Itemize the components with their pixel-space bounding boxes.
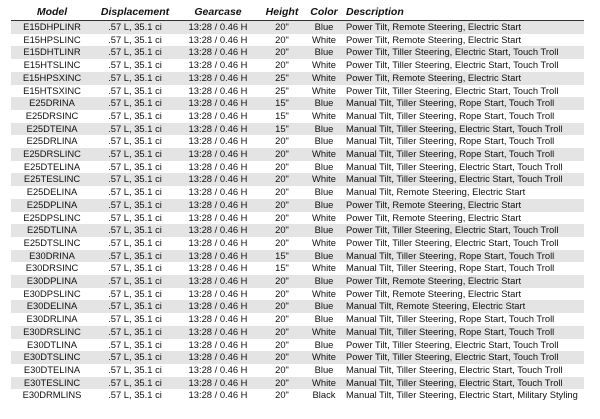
- cell-color: White: [305, 34, 343, 47]
- cell-color: Blue: [305, 161, 343, 174]
- cell-displacement: .57 L, 35.1 ci: [93, 46, 177, 59]
- cell-description: Power Tilt, Remote Steering, Electric Start: [343, 72, 584, 85]
- table-row: [11, 97, 584, 110]
- table-row: [11, 123, 584, 136]
- header-displacement: Displacement: [93, 4, 177, 21]
- header-color: Color: [305, 4, 343, 21]
- cell-displacement: .57 L, 35.1 ci: [93, 161, 177, 174]
- cell-model: E15DHTLINR: [11, 46, 93, 59]
- cell-displacement: .57 L, 35.1 ci: [93, 377, 177, 390]
- header-model: Model: [11, 4, 93, 21]
- cell-height: 20": [259, 237, 305, 250]
- cell-gearcase: 13:28 / 0.46 H: [177, 110, 259, 123]
- cell-model: E30DTSLINC: [11, 351, 93, 364]
- cell-displacement: .57 L, 35.1 ci: [93, 212, 177, 225]
- table-row: [11, 85, 584, 98]
- cell-model: E25DPLINA: [11, 199, 93, 212]
- table-row: [11, 288, 584, 301]
- cell-model: E25DRSLINC: [11, 148, 93, 161]
- cell-displacement: .57 L, 35.1 ci: [93, 135, 177, 148]
- cell-description: Manual Tilt, Tiller Steering, Rope Start, Touch Troll: [343, 313, 584, 326]
- cell-model: E15HTSXINC: [11, 85, 93, 98]
- cell-gearcase: 13:28 / 0.46 H: [177, 59, 259, 72]
- cell-description: Manual Tilt, Tiller Steering, Rope Start, Touch Troll: [343, 110, 584, 123]
- cell-color: Blue: [305, 275, 343, 288]
- table-row: [11, 46, 584, 59]
- cell-height: 20": [259, 135, 305, 148]
- table-row: [11, 224, 584, 237]
- cell-gearcase: 13:28 / 0.46 H: [177, 389, 259, 402]
- cell-description: Power Tilt, Remote Steering, Electric Start: [343, 275, 584, 288]
- table-row: [11, 21, 584, 34]
- cell-displacement: .57 L, 35.1 ci: [93, 59, 177, 72]
- cell-color: Blue: [305, 199, 343, 212]
- cell-displacement: .57 L, 35.1 ci: [93, 21, 177, 34]
- cell-color: White: [305, 148, 343, 161]
- cell-model: E25DTSLINC: [11, 237, 93, 250]
- cell-displacement: .57 L, 35.1 ci: [93, 389, 177, 402]
- cell-color: Black: [305, 389, 343, 402]
- cell-color: White: [305, 326, 343, 339]
- cell-color: Blue: [305, 123, 343, 136]
- cell-height: 25": [259, 85, 305, 98]
- cell-color: Blue: [305, 339, 343, 352]
- cell-height: 15": [259, 123, 305, 136]
- cell-displacement: .57 L, 35.1 ci: [93, 224, 177, 237]
- cell-displacement: .57 L, 35.1 ci: [93, 173, 177, 186]
- cell-displacement: .57 L, 35.1 ci: [93, 364, 177, 377]
- cell-gearcase: 13:28 / 0.46 H: [177, 21, 259, 34]
- cell-description: Manual Tilt, Tiller Steering, Electric Start, Touch Troll: [343, 377, 584, 390]
- cell-model: E25DTELINA: [11, 161, 93, 174]
- cell-gearcase: 13:28 / 0.46 H: [177, 364, 259, 377]
- cell-gearcase: 13:28 / 0.46 H: [177, 148, 259, 161]
- cell-description: Manual Tilt, Tiller Steering, Rope Start, Touch Troll: [343, 326, 584, 339]
- cell-color: Blue: [305, 250, 343, 263]
- table-row: [11, 212, 584, 225]
- cell-description: Manual Tilt, Tiller Steering, Rope Start, Touch Troll: [343, 148, 584, 161]
- cell-model: E15HTSLINC: [11, 59, 93, 72]
- cell-displacement: .57 L, 35.1 ci: [93, 110, 177, 123]
- cell-model: E15HPSLINC: [11, 34, 93, 47]
- cell-description: Power Tilt, Remote Steering, Electric Start: [343, 212, 584, 225]
- cell-gearcase: 13:28 / 0.46 H: [177, 46, 259, 59]
- cell-model: E30DPLINA: [11, 275, 93, 288]
- cell-description: Manual Tilt, Remote Steering, Electric Start: [343, 300, 584, 313]
- cell-model: E30DRSLINC: [11, 326, 93, 339]
- table-row: [11, 351, 584, 364]
- header-description: Description: [343, 4, 584, 21]
- spec-table: [11, 4, 584, 402]
- cell-color: White: [305, 288, 343, 301]
- cell-description: Power Tilt, Tiller Steering, Electric Start, Touch Troll: [343, 339, 584, 352]
- table-row: [11, 72, 584, 85]
- cell-description: Manual Tilt, Tiller Steering, Electric Start, Touch Troll: [343, 364, 584, 377]
- cell-height: 20": [259, 288, 305, 301]
- cell-description: Power Tilt, Tiller Steering, Electric Start, Touch Troll: [343, 59, 584, 72]
- cell-height: 20": [259, 46, 305, 59]
- cell-gearcase: 13:28 / 0.46 H: [177, 97, 259, 110]
- cell-color: Blue: [305, 21, 343, 34]
- cell-color: White: [305, 110, 343, 123]
- cell-height: 20": [259, 351, 305, 364]
- cell-displacement: .57 L, 35.1 ci: [93, 313, 177, 326]
- cell-displacement: .57 L, 35.1 ci: [93, 148, 177, 161]
- table-row: [11, 110, 584, 123]
- header-height: Height: [259, 4, 305, 21]
- cell-height: 20": [259, 364, 305, 377]
- cell-color: White: [305, 59, 343, 72]
- cell-height: 20": [259, 199, 305, 212]
- cell-gearcase: 13:28 / 0.46 H: [177, 351, 259, 364]
- cell-gearcase: 13:28 / 0.46 H: [177, 85, 259, 98]
- cell-model: E15HPSXINC: [11, 72, 93, 85]
- cell-height: 20": [259, 186, 305, 199]
- cell-description: Power Tilt, Remote Steering, Electric Start: [343, 21, 584, 34]
- cell-model: E25DRINA: [11, 97, 93, 110]
- cell-gearcase: 13:28 / 0.46 H: [177, 173, 259, 186]
- header-gearcase: Gearcase: [177, 4, 259, 21]
- cell-height: 20": [259, 212, 305, 225]
- cell-model: E30DELINA: [11, 300, 93, 313]
- cell-displacement: .57 L, 35.1 ci: [93, 326, 177, 339]
- cell-displacement: .57 L, 35.1 ci: [93, 85, 177, 98]
- cell-height: 20": [259, 300, 305, 313]
- cell-displacement: .57 L, 35.1 ci: [93, 300, 177, 313]
- cell-gearcase: 13:28 / 0.46 H: [177, 186, 259, 199]
- cell-model: E25DELINA: [11, 186, 93, 199]
- cell-model: E25DTLINA: [11, 224, 93, 237]
- header-row: [11, 4, 584, 21]
- cell-description: Power Tilt, Tiller Steering, Electric Start, Touch Troll: [343, 46, 584, 59]
- cell-color: White: [305, 72, 343, 85]
- cell-model: E30DRMLINS: [11, 389, 93, 402]
- cell-description: Manual Tilt, Tiller Steering, Rope Start, Touch Troll: [343, 135, 584, 148]
- table-row: [11, 326, 584, 339]
- cell-gearcase: 13:28 / 0.46 H: [177, 250, 259, 263]
- cell-displacement: .57 L, 35.1 ci: [93, 123, 177, 136]
- cell-gearcase: 13:28 / 0.46 H: [177, 72, 259, 85]
- cell-height: 20": [259, 339, 305, 352]
- cell-gearcase: 13:28 / 0.46 H: [177, 300, 259, 313]
- cell-displacement: .57 L, 35.1 ci: [93, 237, 177, 250]
- cell-model: E15DHPLINR: [11, 21, 93, 34]
- cell-description: Power Tilt, Tiller Steering, Electric Start, Touch Troll: [343, 351, 584, 364]
- cell-gearcase: 13:28 / 0.46 H: [177, 199, 259, 212]
- cell-displacement: .57 L, 35.1 ci: [93, 97, 177, 110]
- table-row: [11, 199, 584, 212]
- table-row: [11, 237, 584, 250]
- cell-description: Manual Tilt, Tiller Steering, Electric Start, Touch Troll: [343, 173, 584, 186]
- cell-height: 15": [259, 250, 305, 263]
- cell-color: Blue: [305, 364, 343, 377]
- table-row: [11, 34, 584, 47]
- cell-displacement: .57 L, 35.1 ci: [93, 288, 177, 301]
- cell-height: 20": [259, 326, 305, 339]
- cell-description: Manual Tilt, Tiller Steering, Rope Start, Touch Troll: [343, 97, 584, 110]
- cell-model: E30DTELINA: [11, 364, 93, 377]
- cell-gearcase: 13:28 / 0.46 H: [177, 135, 259, 148]
- spec-table-page: [11, 4, 584, 402]
- cell-gearcase: 13:28 / 0.46 H: [177, 262, 259, 275]
- cell-color: White: [305, 262, 343, 275]
- cell-color: White: [305, 351, 343, 364]
- table-row: [11, 135, 584, 148]
- cell-height: 20": [259, 21, 305, 34]
- cell-gearcase: 13:28 / 0.46 H: [177, 326, 259, 339]
- cell-model: E30TESLINC: [11, 377, 93, 390]
- cell-height: 20": [259, 224, 305, 237]
- cell-displacement: .57 L, 35.1 ci: [93, 351, 177, 364]
- cell-color: White: [305, 173, 343, 186]
- cell-description: Power Tilt, Remote Steering, Electric Start: [343, 199, 584, 212]
- table-row: [11, 377, 584, 390]
- cell-height: 20": [259, 173, 305, 186]
- table-row: [11, 364, 584, 377]
- cell-color: Blue: [305, 97, 343, 110]
- cell-gearcase: 13:28 / 0.46 H: [177, 288, 259, 301]
- cell-height: 20": [259, 161, 305, 174]
- cell-gearcase: 13:28 / 0.46 H: [177, 34, 259, 47]
- cell-model: E30DRINA: [11, 250, 93, 263]
- cell-description: Power Tilt, Remote Steering, Electric Start: [343, 34, 584, 47]
- cell-displacement: .57 L, 35.1 ci: [93, 186, 177, 199]
- cell-color: Blue: [305, 313, 343, 326]
- cell-description: Power Tilt, Tiller Steering, Electric Start, Touch Troll: [343, 224, 584, 237]
- cell-model: E30DRLINA: [11, 313, 93, 326]
- cell-model: E25DPSLINC: [11, 212, 93, 225]
- table-row: [11, 313, 584, 326]
- cell-description: Manual Tilt, Tiller Steering, Electric Start, Touch Troll: [343, 161, 584, 174]
- cell-gearcase: 13:28 / 0.46 H: [177, 339, 259, 352]
- cell-height: 20": [259, 377, 305, 390]
- cell-model: E25DRLINA: [11, 135, 93, 148]
- cell-color: Blue: [305, 135, 343, 148]
- cell-model: E30DPSLINC: [11, 288, 93, 301]
- table-row: [11, 300, 584, 313]
- cell-displacement: .57 L, 35.1 ci: [93, 34, 177, 47]
- table-row: [11, 275, 584, 288]
- table-row: [11, 250, 584, 263]
- cell-model: E30DRSINC: [11, 262, 93, 275]
- cell-color: Blue: [305, 186, 343, 199]
- cell-description: Manual Tilt, Tiller Steering, Electric Start, Touch Troll: [343, 123, 584, 136]
- table-row: [11, 148, 584, 161]
- cell-gearcase: 13:28 / 0.46 H: [177, 313, 259, 326]
- cell-height: 15": [259, 262, 305, 275]
- cell-height: 20": [259, 389, 305, 402]
- cell-height: 15": [259, 110, 305, 123]
- table-row: [11, 339, 584, 352]
- table-row: [11, 161, 584, 174]
- cell-model: E25DRSINC: [11, 110, 93, 123]
- cell-height: 25": [259, 72, 305, 85]
- cell-gearcase: 13:28 / 0.46 H: [177, 123, 259, 136]
- cell-displacement: .57 L, 35.1 ci: [93, 199, 177, 212]
- cell-model: E25TESLINC: [11, 173, 93, 186]
- cell-description: Power Tilt, Remote Steering, Electric Start: [343, 288, 584, 301]
- cell-model: E30DTLINA: [11, 339, 93, 352]
- cell-description: Power Tilt, Tiller Steering, Electric Start, Touch Troll: [343, 237, 584, 250]
- cell-displacement: .57 L, 35.1 ci: [93, 72, 177, 85]
- cell-height: 20": [259, 313, 305, 326]
- table-row: [11, 186, 584, 199]
- cell-displacement: .57 L, 35.1 ci: [93, 250, 177, 263]
- cell-color: White: [305, 85, 343, 98]
- cell-color: Blue: [305, 224, 343, 237]
- cell-description: Manual Tilt, Tiller Steering, Electric Start, Military Styling: [343, 389, 584, 402]
- cell-gearcase: 13:28 / 0.46 H: [177, 377, 259, 390]
- table-row: [11, 389, 584, 402]
- table-row: [11, 59, 584, 72]
- table-row: [11, 173, 584, 186]
- cell-color: White: [305, 377, 343, 390]
- cell-height: 20": [259, 148, 305, 161]
- cell-model: E25DTEINA: [11, 123, 93, 136]
- cell-description: Manual Tilt, Remote Steering, Electric Start: [343, 186, 584, 199]
- cell-displacement: .57 L, 35.1 ci: [93, 275, 177, 288]
- cell-gearcase: 13:28 / 0.46 H: [177, 161, 259, 174]
- cell-color: White: [305, 237, 343, 250]
- cell-color: Blue: [305, 300, 343, 313]
- cell-color: Blue: [305, 46, 343, 59]
- cell-displacement: .57 L, 35.1 ci: [93, 262, 177, 275]
- cell-description: Power Tilt, Tiller Steering, Electric Start, Touch Troll: [343, 85, 584, 98]
- cell-gearcase: 13:28 / 0.46 H: [177, 237, 259, 250]
- table-body: [11, 21, 584, 403]
- cell-gearcase: 13:28 / 0.46 H: [177, 224, 259, 237]
- cell-height: 20": [259, 59, 305, 72]
- cell-height: 20": [259, 34, 305, 47]
- cell-description: Manual Tilt, Tiller Steering, Rope Start, Touch Troll: [343, 262, 584, 275]
- cell-height: 20": [259, 275, 305, 288]
- cell-height: 15": [259, 97, 305, 110]
- cell-gearcase: 13:28 / 0.46 H: [177, 212, 259, 225]
- cell-description: Manual Tilt, Tiller Steering, Rope Start, Touch Troll: [343, 250, 584, 263]
- table-row: [11, 262, 584, 275]
- cell-displacement: .57 L, 35.1 ci: [93, 339, 177, 352]
- cell-color: White: [305, 212, 343, 225]
- cell-gearcase: 13:28 / 0.46 H: [177, 275, 259, 288]
